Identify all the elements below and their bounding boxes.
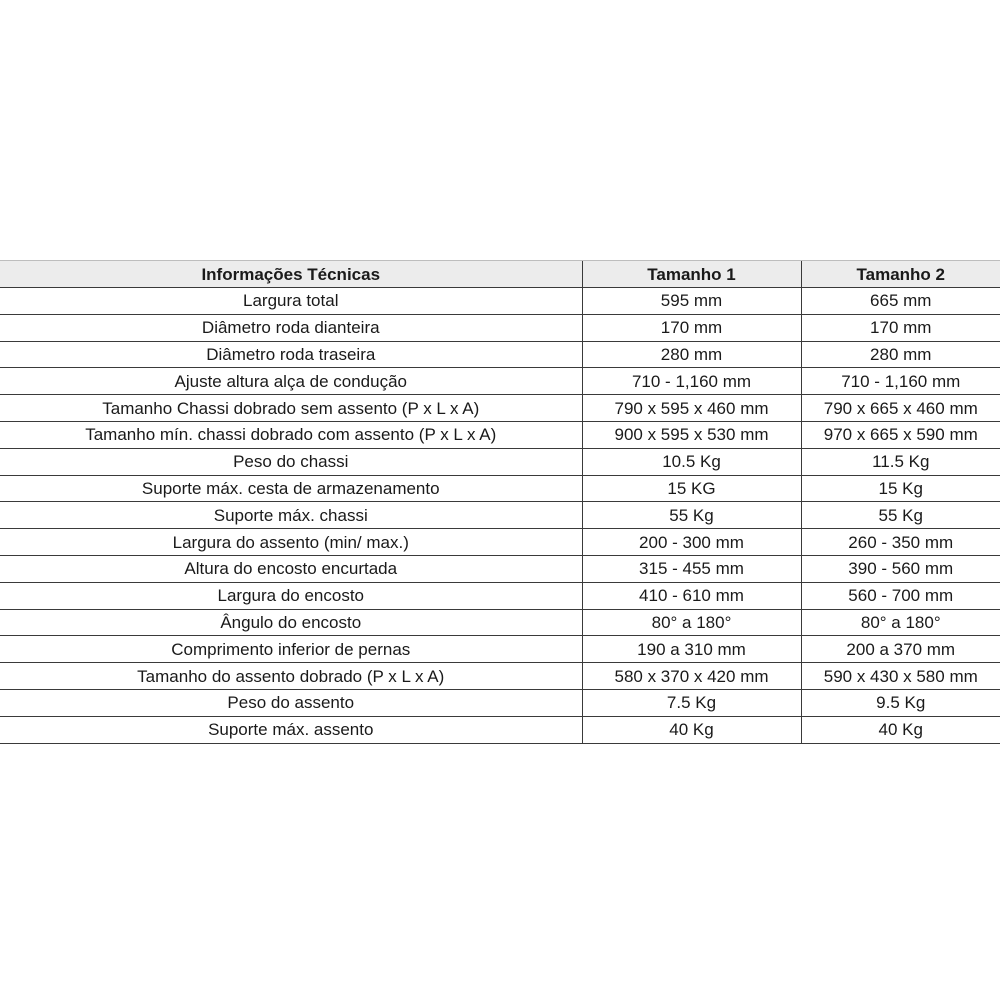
cell-size-1: 200 - 300 mm (582, 529, 801, 556)
cell-size-1: 7.5 Kg (582, 689, 801, 716)
cell-spec-name: Suporte máx. cesta de armazenamento (0, 475, 582, 502)
table-row (0, 716, 1000, 743)
cell-size-1: 790 x 595 x 460 mm (582, 395, 801, 422)
cell-size-2: 790 x 665 x 460 mm (801, 395, 1000, 422)
cell-size-2: 11.5 Kg (801, 448, 1000, 475)
cell-size-2: 9.5 Kg (801, 689, 1000, 716)
spec-table (0, 260, 1000, 744)
table-row (0, 663, 1000, 690)
cell-spec-name: Largura total (0, 288, 582, 315)
cell-size-1: 280 mm (582, 341, 801, 368)
cell-spec-name: Suporte máx. chassi (0, 502, 582, 529)
table-row (0, 636, 1000, 663)
table-row (0, 448, 1000, 475)
cell-size-1: 580 x 370 x 420 mm (582, 663, 801, 690)
cell-spec-name: Suporte máx. assento (0, 716, 582, 743)
cell-spec-name: Diâmetro roda dianteira (0, 314, 582, 341)
cell-size-2: 560 - 700 mm (801, 582, 1000, 609)
table-row (0, 689, 1000, 716)
cell-spec-name: Peso do assento (0, 689, 582, 716)
table-row (0, 341, 1000, 368)
table-row (0, 582, 1000, 609)
cell-size-1: 170 mm (582, 314, 801, 341)
table-row (0, 395, 1000, 422)
table-row (0, 502, 1000, 529)
table-body (0, 288, 1000, 744)
header-info: Informações Técnicas (0, 261, 582, 288)
cell-spec-name: Largura do assento (min/ max.) (0, 529, 582, 556)
cell-spec-name: Tamanho Chassi dobrado sem assento (P x L x A) (0, 395, 582, 422)
cell-size-1: 40 Kg (582, 716, 801, 743)
cell-size-1: 15 KG (582, 475, 801, 502)
table-row (0, 475, 1000, 502)
cell-spec-name: Peso do chassi (0, 448, 582, 475)
cell-size-2: 200 a 370 mm (801, 636, 1000, 663)
cell-spec-name: Ângulo do encosto (0, 609, 582, 636)
cell-size-1: 10.5 Kg (582, 448, 801, 475)
table-row (0, 609, 1000, 636)
cell-size-1: 900 x 595 x 530 mm (582, 421, 801, 448)
cell-size-2: 710 - 1,160 mm (801, 368, 1000, 395)
table-row (0, 314, 1000, 341)
table-row (0, 529, 1000, 556)
cell-spec-name: Altura do encosto encurtada (0, 555, 582, 582)
cell-size-2: 280 mm (801, 341, 1000, 368)
cell-size-2: 170 mm (801, 314, 1000, 341)
cell-size-1: 410 - 610 mm (582, 582, 801, 609)
table-header-row (0, 261, 1000, 288)
cell-size-2: 665 mm (801, 288, 1000, 315)
header-size-1: Tamanho 1 (582, 261, 801, 288)
cell-spec-name: Diâmetro roda traseira (0, 341, 582, 368)
cell-size-2: 15 Kg (801, 475, 1000, 502)
cell-spec-name: Comprimento inferior de pernas (0, 636, 582, 663)
cell-size-2: 40 Kg (801, 716, 1000, 743)
cell-size-1: 55 Kg (582, 502, 801, 529)
table-row (0, 421, 1000, 448)
cell-size-2: 390 - 560 mm (801, 555, 1000, 582)
cell-spec-name: Tamanho mín. chassi dobrado com assento (P x L x A) (0, 421, 582, 448)
cell-size-2: 970 x 665 x 590 mm (801, 421, 1000, 448)
cell-size-1: 190 a 310 mm (582, 636, 801, 663)
cell-size-2: 260 - 350 mm (801, 529, 1000, 556)
table-row (0, 555, 1000, 582)
cell-spec-name: Tamanho do assento dobrado (P x L x A) (0, 663, 582, 690)
cell-spec-name: Largura do encosto (0, 582, 582, 609)
table-row (0, 368, 1000, 395)
header-size-2: Tamanho 2 (801, 261, 1000, 288)
cell-size-1: 315 - 455 mm (582, 555, 801, 582)
cell-size-2: 55 Kg (801, 502, 1000, 529)
cell-size-1: 710 - 1,160 mm (582, 368, 801, 395)
cell-size-1: 80° a 180° (582, 609, 801, 636)
cell-size-1: 595 mm (582, 288, 801, 315)
cell-size-2: 80° a 180° (801, 609, 1000, 636)
cell-spec-name: Ajuste altura alça de condução (0, 368, 582, 395)
cell-size-2: 590 x 430 x 580 mm (801, 663, 1000, 690)
table-row (0, 288, 1000, 315)
